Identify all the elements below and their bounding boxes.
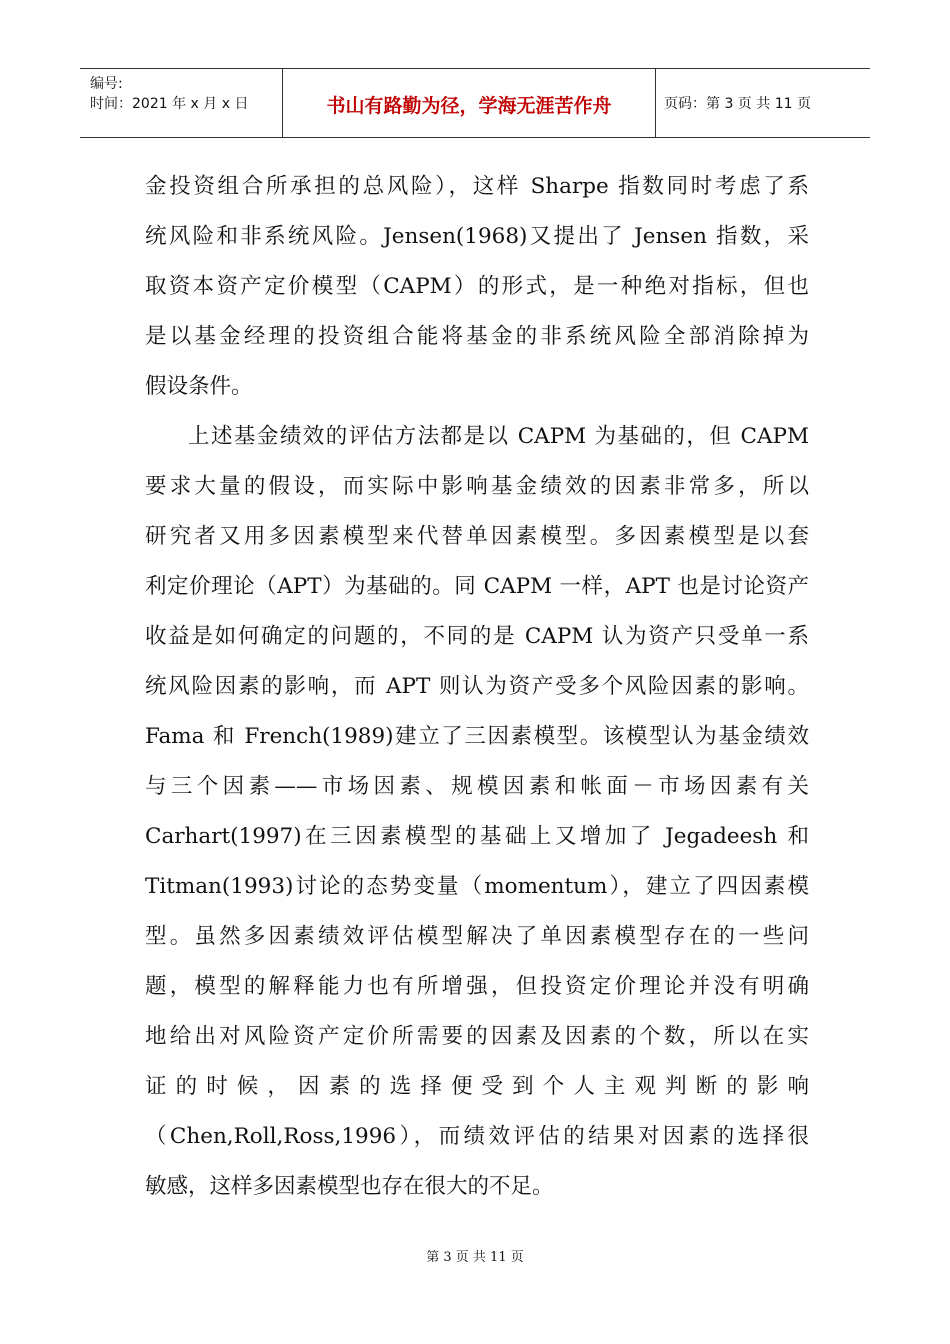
header-meta-cell <box>80 69 283 137</box>
header-page-cell <box>656 69 870 137</box>
header-motto: 书山有路勤为径，学海无涯苦作舟 <box>326 95 612 117</box>
body-line: Fama 和 French(1989)建立了三因素模型。该模型认为基金绩效 <box>145 724 809 749</box>
body-line: 敏感，这样多因素模型也存在很大的不足。 <box>145 1174 554 1199</box>
body-line: 型。虽然多因素绩效评估模型解决了单因素模型存在的一些问 <box>145 924 809 949</box>
body-line: 统风险和非系统风险。Jensen(1968)又提出了 Jensen 指数，采 <box>145 224 809 249</box>
body-line: 取资本资产定价模型（CAPM）的形式，是一种绝对指标，但也 <box>145 274 809 299</box>
body-line: 证的时候，因素的选择便受到个人主观判断的影响 <box>145 1074 809 1099</box>
body-line: 利定价理论（APT）为基础的。同 CAPM 一样，APT 也是讨论资产 <box>145 574 809 599</box>
document-number-label: 编号: <box>90 76 123 92</box>
body-line: 题，模型的解释能力也有所增强，但投资定价理论并没有明确 <box>145 974 809 999</box>
body-text <box>145 162 809 1212</box>
body-line: Carhart(1997)在三因素模型的基础上又增加了 Jegadeesh 和 <box>145 824 809 849</box>
body-line-paragraph-start: 上述基金绩效的评估方法都是以 CAPM 为基础的，但 CAPM <box>188 424 809 449</box>
body-line: 地给出对风险资产定价所需要的因素及因素的个数，所以在实 <box>145 1024 809 1049</box>
document-date-label: 时间：2021 年 x 月 x 日 <box>90 96 249 112</box>
body-line: 与三个因素——市场因素、规模因素和帐面－市场因素有关 <box>145 774 809 799</box>
body-line: 研究者又用多因素模型来代替单因素模型。多因素模型是以套 <box>145 524 809 549</box>
body-line: 是以基金经理的投资组合能将基金的非系统风险全部消除掉为 <box>145 324 809 349</box>
body-line: 金投资组合所承担的总风险），这样 Sharpe 指数同时考虑了系 <box>145 174 809 199</box>
body-line: （Chen,Roll,Ross,1996），而绩效评估的结果对因素的选择很 <box>145 1124 809 1149</box>
body-line: Titman(1993)讨论的态势变量（momentum），建立了四因素模 <box>145 874 809 899</box>
body-line: 要求大量的假设，而实际中影响基金绩效的因素非常多，所以 <box>145 474 809 499</box>
page-header <box>80 68 870 138</box>
page-footer: 第 3 页 共 11 页 <box>426 1250 524 1265</box>
body-line: 假设条件。 <box>145 374 253 399</box>
header-page-label: 页码：第 3 页 共 11 页 <box>664 96 811 112</box>
body-line: 统风险因素的影响，而 APT 则认为资产受多个风险因素的影响。 <box>145 674 809 699</box>
body-line: 收益是如何确定的问题的，不同的是 CAPM 认为资产只受单一系 <box>145 624 809 649</box>
header-motto-cell <box>283 69 656 137</box>
